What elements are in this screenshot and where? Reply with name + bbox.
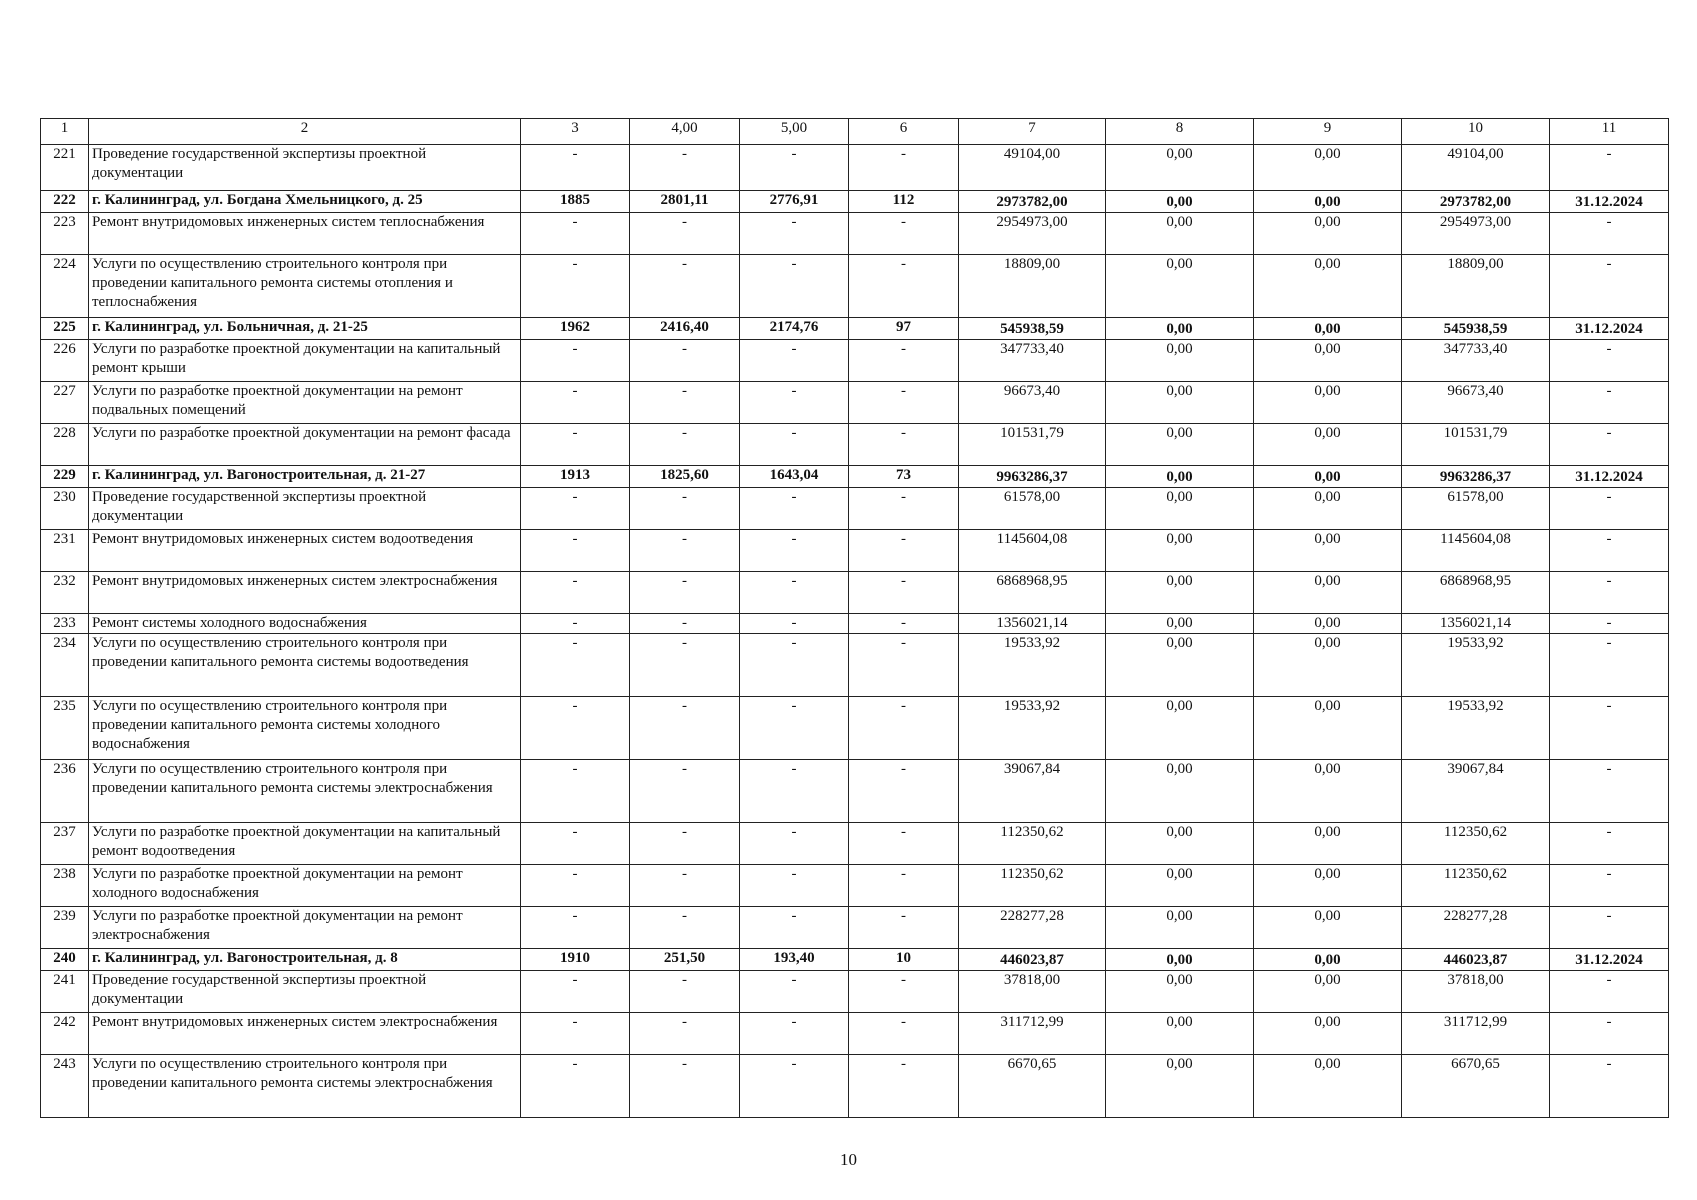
living-area-cell: - bbox=[740, 572, 849, 614]
year-built-cell: - bbox=[521, 760, 630, 823]
col-11-header: 11 bbox=[1550, 119, 1669, 145]
table-row bbox=[41, 424, 1669, 466]
cost-col-9-cell: 0,00 bbox=[1254, 530, 1402, 572]
cost-col-10-cell: 49104,00 bbox=[1402, 145, 1550, 191]
col-8-header: 8 bbox=[1106, 119, 1254, 145]
completion-date-cell: - bbox=[1550, 1013, 1669, 1055]
cost-col-9-cell: 0,00 bbox=[1254, 255, 1402, 318]
col-number-header: 1 bbox=[41, 119, 89, 145]
work-name-cell: Ремонт внутридомовых инженерных систем электроснабжения bbox=[89, 1013, 521, 1055]
cost-col-9-cell: 0,00 bbox=[1254, 823, 1402, 865]
completion-date-cell: - bbox=[1550, 614, 1669, 634]
address-row bbox=[41, 191, 1669, 213]
work-name-cell: Ремонт внутридомовых инженерных систем теплоснабжения bbox=[89, 213, 521, 255]
residents-cell: - bbox=[849, 1013, 959, 1055]
residents-cell: - bbox=[849, 572, 959, 614]
total-cost-cell: 39067,84 bbox=[959, 760, 1106, 823]
completion-date-cell: 31.12.2024 bbox=[1550, 949, 1669, 971]
total-cost-cell: 228277,28 bbox=[959, 907, 1106, 949]
total-cost-cell: 19533,92 bbox=[959, 697, 1106, 760]
work-name-cell: г. Калининград, ул. Вагоностроительная, д. 8 bbox=[89, 949, 521, 971]
total-area-cell: - bbox=[630, 1013, 740, 1055]
table-row bbox=[41, 255, 1669, 318]
total-area-cell: - bbox=[630, 614, 740, 634]
work-name-cell: Услуги по разработке проектной документации на ремонт подвальных помещений bbox=[89, 382, 521, 424]
row-number-cell: 229 bbox=[41, 466, 89, 488]
work-name-cell: Услуги по осуществлению строительного контроля при проведении капитального ремонта системы холодного водоснабжения bbox=[89, 697, 521, 760]
cost-col-10-cell: 2973782,00 bbox=[1402, 191, 1550, 213]
year-built-cell: - bbox=[521, 907, 630, 949]
row-number-cell: 242 bbox=[41, 1013, 89, 1055]
total-area-cell: - bbox=[630, 572, 740, 614]
row-number-cell: 225 bbox=[41, 318, 89, 340]
table-row bbox=[41, 697, 1669, 760]
residents-cell: - bbox=[849, 697, 959, 760]
residents-cell: - bbox=[849, 1055, 959, 1118]
year-built-cell: - bbox=[521, 213, 630, 255]
residents-cell: - bbox=[849, 530, 959, 572]
residents-cell: - bbox=[849, 971, 959, 1013]
total-area-cell: - bbox=[630, 971, 740, 1013]
header-row bbox=[41, 119, 1669, 145]
cost-col-10-cell: 311712,99 bbox=[1402, 1013, 1550, 1055]
work-name-cell: Услуги по осуществлению строительного контроля при проведении капитального ремонта системы электроснабжения bbox=[89, 1055, 521, 1118]
completion-date-cell: - bbox=[1550, 572, 1669, 614]
completion-date-cell: - bbox=[1550, 255, 1669, 318]
row-number-cell: 223 bbox=[41, 213, 89, 255]
row-number-cell: 241 bbox=[41, 971, 89, 1013]
cost-col-10-cell: 9963286,37 bbox=[1402, 466, 1550, 488]
cost-col-10-cell: 19533,92 bbox=[1402, 634, 1550, 697]
cost-col-9-cell: 0,00 bbox=[1254, 466, 1402, 488]
completion-date-cell: - bbox=[1550, 213, 1669, 255]
cost-col-10-cell: 18809,00 bbox=[1402, 255, 1550, 318]
living-area-cell: - bbox=[740, 865, 849, 907]
year-built-cell: - bbox=[521, 634, 630, 697]
work-name-cell: Ремонт внутридомовых инженерных систем электроснабжения bbox=[89, 572, 521, 614]
residents-cell: - bbox=[849, 614, 959, 634]
residents-cell: - bbox=[849, 382, 959, 424]
work-name-cell: Услуги по разработке проектной документации на ремонт холодного водоснабжения bbox=[89, 865, 521, 907]
cost-col-10-cell: 61578,00 bbox=[1402, 488, 1550, 530]
cost-col-8-cell: 0,00 bbox=[1106, 1055, 1254, 1118]
cost-col-10-cell: 1145604,08 bbox=[1402, 530, 1550, 572]
living-area-cell: - bbox=[740, 1013, 849, 1055]
cost-col-10-cell: 446023,87 bbox=[1402, 949, 1550, 971]
work-name-cell: Услуги по разработке проектной документации на ремонт фасада bbox=[89, 424, 521, 466]
year-built-cell: - bbox=[521, 971, 630, 1013]
cost-col-10-cell: 96673,40 bbox=[1402, 382, 1550, 424]
total-cost-cell: 347733,40 bbox=[959, 340, 1106, 382]
year-built-cell: 1913 bbox=[521, 466, 630, 488]
table-row bbox=[41, 213, 1669, 255]
col-5-header: 5,00 bbox=[740, 119, 849, 145]
cost-col-9-cell: 0,00 bbox=[1254, 340, 1402, 382]
cost-col-10-cell: 101531,79 bbox=[1402, 424, 1550, 466]
table-row bbox=[41, 823, 1669, 865]
cost-col-8-cell: 0,00 bbox=[1106, 318, 1254, 340]
year-built-cell: 1885 bbox=[521, 191, 630, 213]
table-row bbox=[41, 382, 1669, 424]
work-name-cell: Ремонт внутридомовых инженерных систем водоотведения bbox=[89, 530, 521, 572]
living-area-cell: - bbox=[740, 1055, 849, 1118]
completion-date-cell: - bbox=[1550, 907, 1669, 949]
cost-col-8-cell: 0,00 bbox=[1106, 213, 1254, 255]
living-area-cell: - bbox=[740, 907, 849, 949]
cost-col-10-cell: 39067,84 bbox=[1402, 760, 1550, 823]
row-number-cell: 235 bbox=[41, 697, 89, 760]
cost-col-8-cell: 0,00 bbox=[1106, 145, 1254, 191]
cost-col-9-cell: 0,00 bbox=[1254, 614, 1402, 634]
work-name-cell: Услуги по осуществлению строительного контроля при проведении капитального ремонта системы водоотведения bbox=[89, 634, 521, 697]
cost-col-9-cell: 0,00 bbox=[1254, 1013, 1402, 1055]
residents-cell: - bbox=[849, 865, 959, 907]
table-row bbox=[41, 530, 1669, 572]
living-area-cell: - bbox=[740, 488, 849, 530]
cost-col-9-cell: 0,00 bbox=[1254, 572, 1402, 614]
cost-col-10-cell: 1356021,14 bbox=[1402, 614, 1550, 634]
completion-date-cell: - bbox=[1550, 697, 1669, 760]
completion-date-cell: - bbox=[1550, 382, 1669, 424]
total-area-cell: - bbox=[630, 530, 740, 572]
living-area-cell: - bbox=[740, 382, 849, 424]
completion-date-cell: - bbox=[1550, 145, 1669, 191]
row-number-cell: 232 bbox=[41, 572, 89, 614]
cost-col-9-cell: 0,00 bbox=[1254, 697, 1402, 760]
cost-col-9-cell: 0,00 bbox=[1254, 971, 1402, 1013]
table-row bbox=[41, 340, 1669, 382]
year-built-cell: - bbox=[521, 1055, 630, 1118]
work-name-cell: Ремонт системы холодного водоснабжения bbox=[89, 614, 521, 634]
col-6-header: 6 bbox=[849, 119, 959, 145]
living-area-cell: - bbox=[740, 255, 849, 318]
cost-col-9-cell: 0,00 bbox=[1254, 865, 1402, 907]
row-number-cell: 233 bbox=[41, 614, 89, 634]
living-area-cell: - bbox=[740, 145, 849, 191]
residents-cell: - bbox=[849, 424, 959, 466]
year-built-cell: - bbox=[521, 572, 630, 614]
total-area-cell: 251,50 bbox=[630, 949, 740, 971]
cost-col-10-cell: 112350,62 bbox=[1402, 865, 1550, 907]
cost-col-10-cell: 37818,00 bbox=[1402, 971, 1550, 1013]
cost-col-8-cell: 0,00 bbox=[1106, 424, 1254, 466]
work-name-cell: Проведение государственной экспертизы проектной документации bbox=[89, 488, 521, 530]
cost-col-8-cell: 0,00 bbox=[1106, 697, 1254, 760]
page-number: 10 bbox=[840, 1150, 857, 1169]
total-cost-cell: 49104,00 bbox=[959, 145, 1106, 191]
living-area-cell: 1643,04 bbox=[740, 466, 849, 488]
cost-col-9-cell: 0,00 bbox=[1254, 634, 1402, 697]
col-name-header: 2 bbox=[89, 119, 521, 145]
completion-date-cell: - bbox=[1550, 823, 1669, 865]
living-area-cell: 2776,91 bbox=[740, 191, 849, 213]
row-number-cell: 236 bbox=[41, 760, 89, 823]
row-number-cell: 222 bbox=[41, 191, 89, 213]
residents-cell: 10 bbox=[849, 949, 959, 971]
cost-col-8-cell: 0,00 bbox=[1106, 255, 1254, 318]
total-cost-cell: 311712,99 bbox=[959, 1013, 1106, 1055]
residents-cell: - bbox=[849, 760, 959, 823]
row-number-cell: 227 bbox=[41, 382, 89, 424]
cost-col-9-cell: 0,00 bbox=[1254, 1055, 1402, 1118]
cost-col-9-cell: 0,00 bbox=[1254, 213, 1402, 255]
cost-col-10-cell: 228277,28 bbox=[1402, 907, 1550, 949]
table-row bbox=[41, 865, 1669, 907]
cost-col-8-cell: 0,00 bbox=[1106, 191, 1254, 213]
living-area-cell: - bbox=[740, 424, 849, 466]
residents-cell: - bbox=[849, 255, 959, 318]
total-cost-cell: 61578,00 bbox=[959, 488, 1106, 530]
table-row bbox=[41, 907, 1669, 949]
address-row bbox=[41, 949, 1669, 971]
residents-cell: - bbox=[849, 145, 959, 191]
year-built-cell: - bbox=[521, 697, 630, 760]
residents-cell: 112 bbox=[849, 191, 959, 213]
year-built-cell: 1910 bbox=[521, 949, 630, 971]
cost-col-10-cell: 6868968,95 bbox=[1402, 572, 1550, 614]
completion-date-cell: - bbox=[1550, 865, 1669, 907]
year-built-cell: - bbox=[521, 865, 630, 907]
completion-date-cell: - bbox=[1550, 424, 1669, 466]
work-name-cell: Услуги по осуществлению строительного контроля при проведении капитального ремонта системы отопления и теплоснабжения bbox=[89, 255, 521, 318]
living-area-cell: 193,40 bbox=[740, 949, 849, 971]
total-cost-cell: 18809,00 bbox=[959, 255, 1106, 318]
total-area-cell: - bbox=[630, 907, 740, 949]
row-number-cell: 224 bbox=[41, 255, 89, 318]
total-area-cell: - bbox=[630, 488, 740, 530]
year-built-cell: - bbox=[521, 530, 630, 572]
total-area-cell: - bbox=[630, 697, 740, 760]
completion-date-cell: - bbox=[1550, 971, 1669, 1013]
cost-col-8-cell: 0,00 bbox=[1106, 614, 1254, 634]
completion-date-cell: - bbox=[1550, 530, 1669, 572]
cost-col-9-cell: 0,00 bbox=[1254, 488, 1402, 530]
living-area-cell: - bbox=[740, 760, 849, 823]
total-cost-cell: 112350,62 bbox=[959, 823, 1106, 865]
total-cost-cell: 6670,65 bbox=[959, 1055, 1106, 1118]
work-name-cell: Услуги по разработке проектной документации на ремонт электроснабжения bbox=[89, 907, 521, 949]
col-9-header: 9 bbox=[1254, 119, 1402, 145]
table-row bbox=[41, 572, 1669, 614]
residents-cell: - bbox=[849, 488, 959, 530]
year-built-cell: - bbox=[521, 823, 630, 865]
total-area-cell: 2801,11 bbox=[630, 191, 740, 213]
completion-date-cell: - bbox=[1550, 488, 1669, 530]
total-cost-cell: 101531,79 bbox=[959, 424, 1106, 466]
row-number-cell: 221 bbox=[41, 145, 89, 191]
total-cost-cell: 6868968,95 bbox=[959, 572, 1106, 614]
cost-col-9-cell: 0,00 bbox=[1254, 145, 1402, 191]
cost-col-10-cell: 2954973,00 bbox=[1402, 213, 1550, 255]
living-area-cell: - bbox=[740, 971, 849, 1013]
year-built-cell: - bbox=[521, 382, 630, 424]
living-area-cell: - bbox=[740, 213, 849, 255]
year-built-cell: - bbox=[521, 145, 630, 191]
address-row bbox=[41, 318, 1669, 340]
completion-date-cell: - bbox=[1550, 634, 1669, 697]
row-number-cell: 228 bbox=[41, 424, 89, 466]
cost-col-10-cell: 545938,59 bbox=[1402, 318, 1550, 340]
row-number-cell: 240 bbox=[41, 949, 89, 971]
row-number-cell: 243 bbox=[41, 1055, 89, 1118]
total-cost-cell: 112350,62 bbox=[959, 865, 1106, 907]
total-cost-cell: 9963286,37 bbox=[959, 466, 1106, 488]
work-name-cell: Услуги по разработке проектной документации на капитальный ремонт водоотведения bbox=[89, 823, 521, 865]
total-cost-cell: 19533,92 bbox=[959, 634, 1106, 697]
row-number-cell: 230 bbox=[41, 488, 89, 530]
table-row bbox=[41, 488, 1669, 530]
table-row bbox=[41, 1013, 1669, 1055]
cost-col-10-cell: 19533,92 bbox=[1402, 697, 1550, 760]
total-area-cell: - bbox=[630, 823, 740, 865]
cost-col-10-cell: 112350,62 bbox=[1402, 823, 1550, 865]
cost-col-9-cell: 0,00 bbox=[1254, 318, 1402, 340]
cost-col-10-cell: 347733,40 bbox=[1402, 340, 1550, 382]
cost-col-8-cell: 0,00 bbox=[1106, 530, 1254, 572]
living-area-cell: - bbox=[740, 340, 849, 382]
cost-col-8-cell: 0,00 bbox=[1106, 382, 1254, 424]
table-row bbox=[41, 760, 1669, 823]
total-area-cell: - bbox=[630, 634, 740, 697]
total-cost-cell: 37818,00 bbox=[959, 971, 1106, 1013]
col-10-header: 10 bbox=[1402, 119, 1550, 145]
col-4-header: 4,00 bbox=[630, 119, 740, 145]
residents-cell: - bbox=[849, 634, 959, 697]
year-built-cell: - bbox=[521, 340, 630, 382]
completion-date-cell: - bbox=[1550, 1055, 1669, 1118]
total-area-cell: - bbox=[630, 145, 740, 191]
completion-date-cell: 31.12.2024 bbox=[1550, 466, 1669, 488]
work-name-cell: Проведение государственной экспертизы проектной документации bbox=[89, 145, 521, 191]
living-area-cell: - bbox=[740, 697, 849, 760]
total-area-cell: - bbox=[630, 382, 740, 424]
cost-col-9-cell: 0,00 bbox=[1254, 424, 1402, 466]
total-area-cell: - bbox=[630, 213, 740, 255]
living-area-cell: - bbox=[740, 634, 849, 697]
residents-cell: - bbox=[849, 823, 959, 865]
cost-col-8-cell: 0,00 bbox=[1106, 488, 1254, 530]
total-cost-cell: 96673,40 bbox=[959, 382, 1106, 424]
residents-cell: - bbox=[849, 213, 959, 255]
table-row bbox=[41, 145, 1669, 191]
cost-col-9-cell: 0,00 bbox=[1254, 191, 1402, 213]
total-area-cell: 2416,40 bbox=[630, 318, 740, 340]
work-name-cell: г. Калининград, ул. Богдана Хмельницкого, д. 25 bbox=[89, 191, 521, 213]
cost-col-8-cell: 0,00 bbox=[1106, 466, 1254, 488]
cost-col-9-cell: 0,00 bbox=[1254, 949, 1402, 971]
total-area-cell: 1825,60 bbox=[630, 466, 740, 488]
year-built-cell: - bbox=[521, 424, 630, 466]
residents-cell: 97 bbox=[849, 318, 959, 340]
cost-col-8-cell: 0,00 bbox=[1106, 823, 1254, 865]
row-number-cell: 234 bbox=[41, 634, 89, 697]
table-row bbox=[41, 1055, 1669, 1118]
cost-col-8-cell: 0,00 bbox=[1106, 634, 1254, 697]
total-cost-cell: 2954973,00 bbox=[959, 213, 1106, 255]
table-row bbox=[41, 634, 1669, 697]
living-area-cell: - bbox=[740, 823, 849, 865]
cost-col-9-cell: 0,00 bbox=[1254, 907, 1402, 949]
residents-cell: - bbox=[849, 907, 959, 949]
total-cost-cell: 446023,87 bbox=[959, 949, 1106, 971]
total-area-cell: - bbox=[630, 760, 740, 823]
table-row bbox=[41, 971, 1669, 1013]
year-built-cell: - bbox=[521, 255, 630, 318]
residents-cell: - bbox=[849, 340, 959, 382]
total-area-cell: - bbox=[630, 1055, 740, 1118]
cost-col-8-cell: 0,00 bbox=[1106, 572, 1254, 614]
table-row bbox=[41, 614, 1669, 634]
cost-col-8-cell: 0,00 bbox=[1106, 949, 1254, 971]
living-area-cell: 2174,76 bbox=[740, 318, 849, 340]
work-name-cell: Услуги по осуществлению строительного контроля при проведении капитального ремонта системы электроснабжения bbox=[89, 760, 521, 823]
total-area-cell: - bbox=[630, 865, 740, 907]
row-number-cell: 238 bbox=[41, 865, 89, 907]
year-built-cell: - bbox=[521, 488, 630, 530]
cost-col-9-cell: 0,00 bbox=[1254, 382, 1402, 424]
residents-cell: 73 bbox=[849, 466, 959, 488]
cost-col-8-cell: 0,00 bbox=[1106, 971, 1254, 1013]
col-7-header: 7 bbox=[959, 119, 1106, 145]
year-built-cell: 1962 bbox=[521, 318, 630, 340]
row-number-cell: 239 bbox=[41, 907, 89, 949]
completion-date-cell: - bbox=[1550, 340, 1669, 382]
total-area-cell: - bbox=[630, 340, 740, 382]
living-area-cell: - bbox=[740, 530, 849, 572]
col-3-header: 3 bbox=[521, 119, 630, 145]
work-name-cell: г. Калининград, ул. Вагоностроительная, д. 21-27 bbox=[89, 466, 521, 488]
completion-date-cell: - bbox=[1550, 760, 1669, 823]
total-area-cell: - bbox=[630, 255, 740, 318]
cost-col-8-cell: 0,00 bbox=[1106, 865, 1254, 907]
works-table bbox=[40, 118, 1669, 1118]
cost-col-8-cell: 0,00 bbox=[1106, 907, 1254, 949]
row-number-cell: 226 bbox=[41, 340, 89, 382]
row-number-cell: 237 bbox=[41, 823, 89, 865]
cost-col-8-cell: 0,00 bbox=[1106, 340, 1254, 382]
total-area-cell: - bbox=[630, 424, 740, 466]
total-cost-cell: 2973782,00 bbox=[959, 191, 1106, 213]
cost-col-8-cell: 0,00 bbox=[1106, 760, 1254, 823]
address-row bbox=[41, 466, 1669, 488]
completion-date-cell: 31.12.2024 bbox=[1550, 191, 1669, 213]
cost-col-10-cell: 6670,65 bbox=[1402, 1055, 1550, 1118]
cost-col-9-cell: 0,00 bbox=[1254, 760, 1402, 823]
living-area-cell: - bbox=[740, 614, 849, 634]
cost-col-8-cell: 0,00 bbox=[1106, 1013, 1254, 1055]
year-built-cell: - bbox=[521, 1013, 630, 1055]
completion-date-cell: 31.12.2024 bbox=[1550, 318, 1669, 340]
work-name-cell: Проведение государственной экспертизы проектной документации bbox=[89, 971, 521, 1013]
work-name-cell: г. Калининград, ул. Больничная, д. 21-25 bbox=[89, 318, 521, 340]
total-cost-cell: 1356021,14 bbox=[959, 614, 1106, 634]
total-cost-cell: 545938,59 bbox=[959, 318, 1106, 340]
row-number-cell: 231 bbox=[41, 530, 89, 572]
work-name-cell: Услуги по разработке проектной документации на капитальный ремонт крыши bbox=[89, 340, 521, 382]
year-built-cell: - bbox=[521, 614, 630, 634]
total-cost-cell: 1145604,08 bbox=[959, 530, 1106, 572]
